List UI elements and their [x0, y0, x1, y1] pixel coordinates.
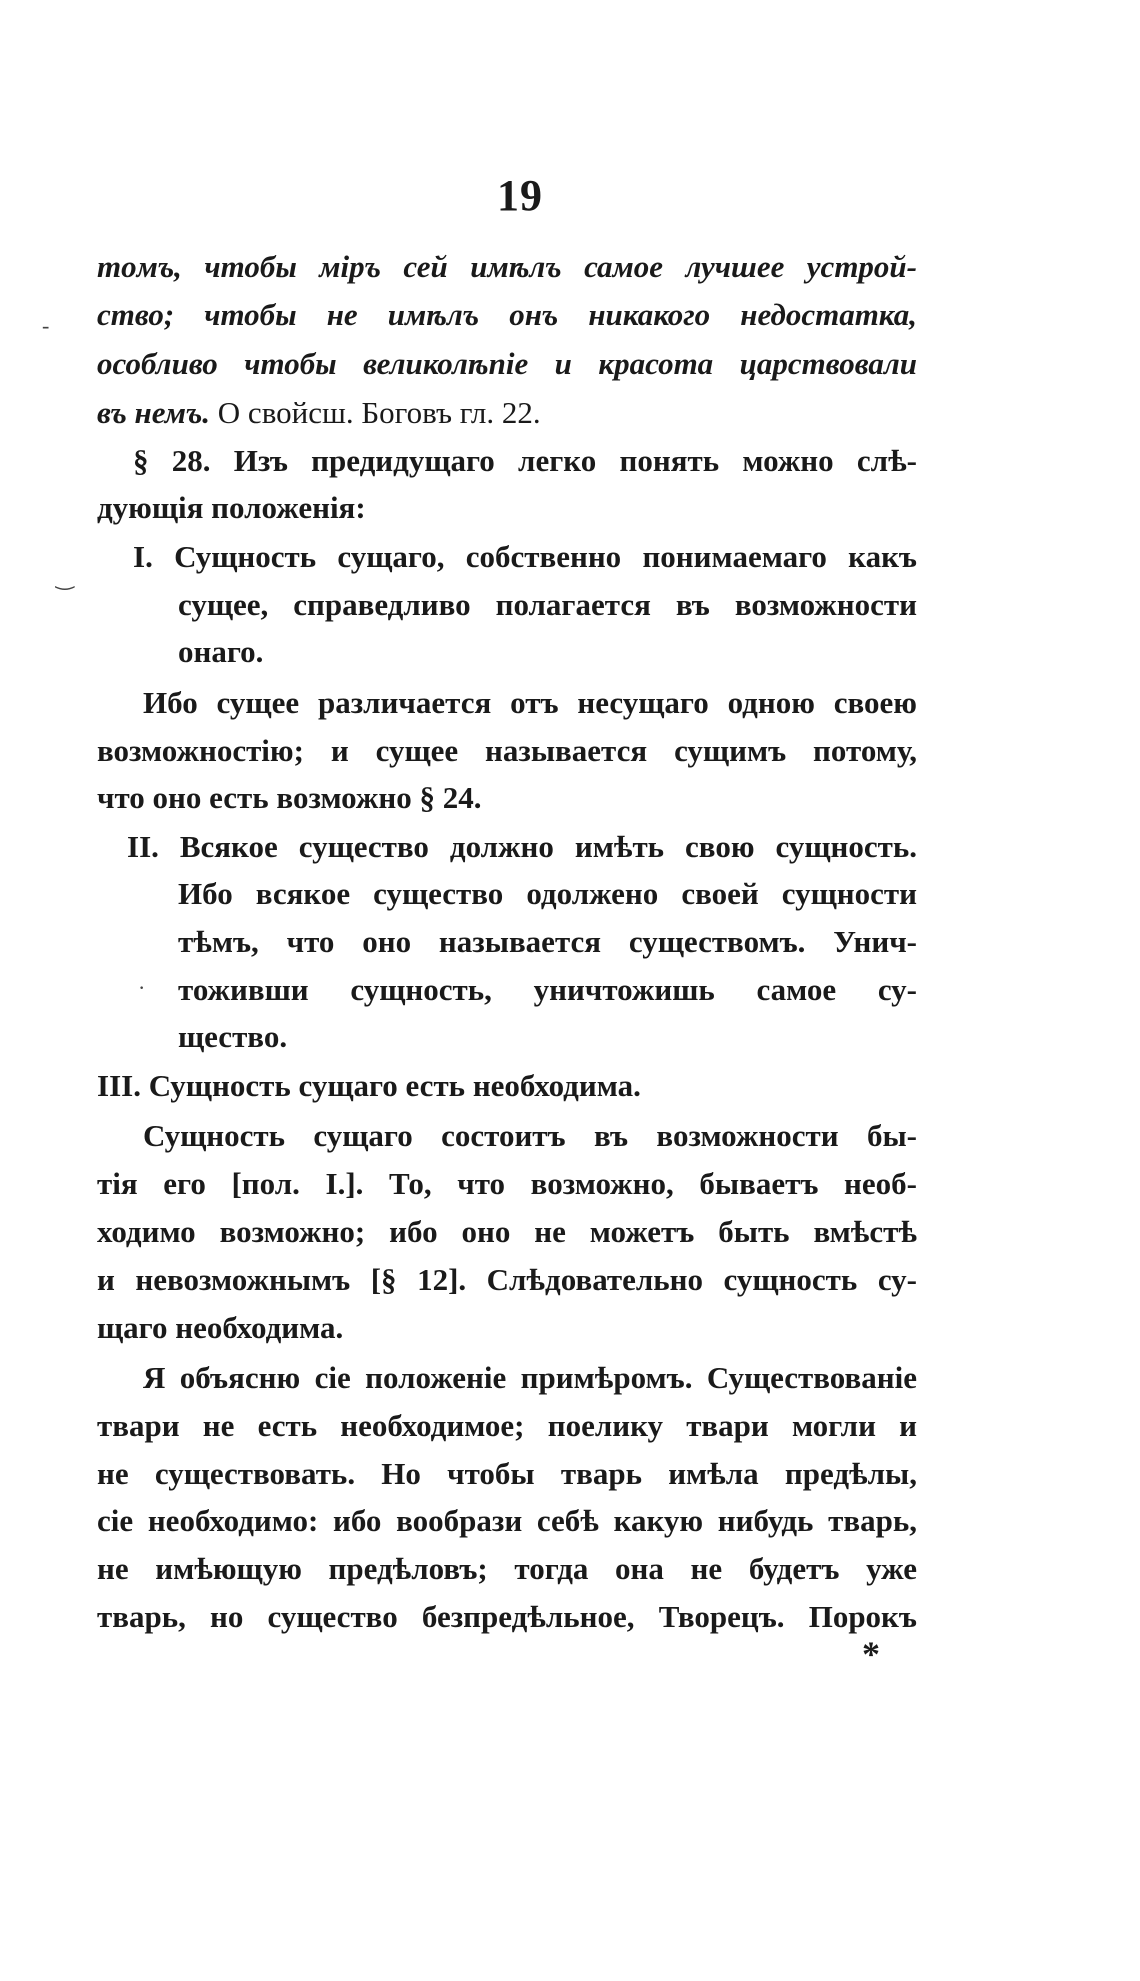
text-line: твари не есть необходимое; поелику твари могли и [97, 1408, 917, 1443]
text-fragment: въ немъ. [97, 395, 211, 430]
text-fragment: О свойсш. Боговъ гл. 22. [210, 395, 541, 430]
text-line: щаго необходима. [97, 1310, 344, 1345]
text-line: III. Сущность сущаго есть необходима. [97, 1068, 641, 1103]
margin-dash: - [42, 313, 50, 338]
signature-mark: * [862, 1634, 880, 1674]
text-line: § 28. Изъ предидущаго легко понять можно слѣ- [133, 443, 917, 478]
text-line: тварь, но существо безпредѣльное, Творецъ. Порокъ [97, 1599, 917, 1634]
text-line: возможностію; и сущее называется сущимъ потому, [97, 733, 917, 768]
text-line: тoмъ, чтобы міръ сей имѣлъ самое лучшее устрой- [97, 249, 917, 284]
text-line: дующія положенія: [97, 490, 366, 525]
text-line: не существовать. Но чтобы тварь имѣла предѣлы, [97, 1456, 917, 1491]
text-line: II. Всякое существо должно имѣть свою сущность. [127, 829, 917, 864]
text-line: Сущность сущаго состоитъ въ возможности бы- [143, 1118, 917, 1153]
page-number: 19 [497, 171, 543, 220]
text-line: сущее, справедливо полагается въ возможности [178, 587, 917, 622]
text-line: тія его [пол. I.]. То, что возможно, бываетъ необ- [97, 1166, 917, 1201]
text-line: щество. [178, 1019, 288, 1054]
text-line: Ибо всякое существо одолжено своей сущности [178, 876, 917, 911]
text-line: ходимо возможно; ибо оно не можетъ быть вмѣстѣ [97, 1214, 917, 1249]
margin-dash: ‿ [56, 565, 74, 590]
text-line: что оно есть возможно § 24. [97, 780, 482, 815]
text-line: тѣмъ, что оно называется существомъ. Унич- [178, 924, 917, 959]
text-line: I. Сущность сущаго, собственно понимаемаго какъ [133, 539, 917, 574]
text-line: Я объясню сіе положеніе примѣромъ. Существованіе [143, 1360, 917, 1395]
text-line: онаго. [178, 634, 264, 669]
text-line: и невозможнымъ [§ 12]. Слѣдовательно сущность су- [97, 1262, 917, 1297]
text-line: не имѣющую предѣловъ; тогда она не будетъ уже [97, 1551, 917, 1586]
text-line: тоживши сущность, уничтожишь самое су- [178, 972, 917, 1007]
text-line: особливо чтобы великолѣпіе и красота царствовали [97, 346, 917, 381]
margin-dot: · [138, 975, 146, 1000]
text-line [97, 389, 917, 437]
text-line: ство; чтобы не имѣлъ онъ никакого недостатка, [97, 297, 917, 332]
text-line: сіе необходимо: ибо вообрази себѣ какую нибудь тварь, [97, 1503, 917, 1538]
text-line: Ибо сущее различается отъ несущаго одною своею [143, 685, 917, 720]
